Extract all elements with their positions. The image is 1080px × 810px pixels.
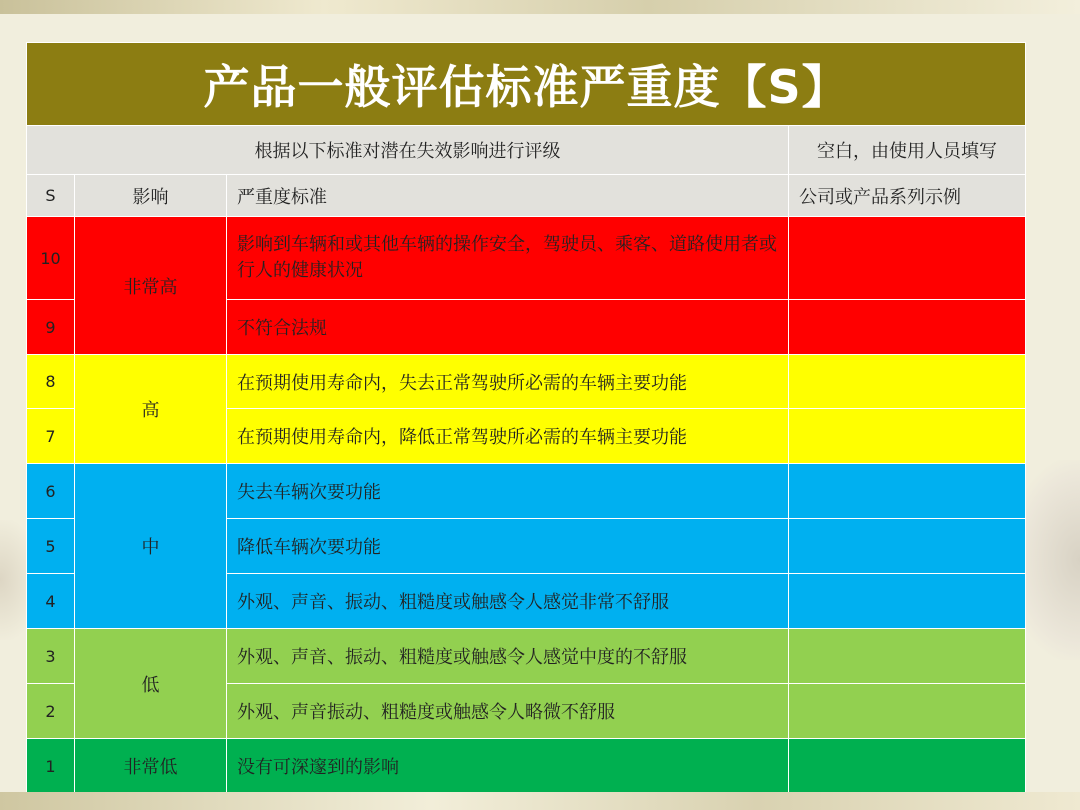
column-header-s: S [27,175,75,217]
example-cell[interactable] [789,409,1026,464]
severity-table [26,42,1026,794]
column-header-effect: 影响 [75,175,227,217]
severity-criteria: 在预期使用寿命内，失去正常驾驶所必需的车辆主要功能 [227,355,789,409]
severity-criteria: 失去车辆次要功能 [227,464,789,519]
severity-criteria: 没有可深邃到的影响 [227,739,789,794]
effect-level-very-low: 非常低 [75,739,227,794]
bottom-decor-band [0,792,1080,810]
severity-criteria: 降低车辆次要功能 [227,519,789,574]
example-cell[interactable] [789,355,1026,409]
example-cell[interactable] [789,739,1026,794]
table-row [27,739,1026,794]
column-header-criteria: 严重度标准 [227,175,789,217]
severity-value: 4 [27,574,75,629]
severity-criteria: 不符合法规 [227,300,789,355]
table-row [27,355,1026,409]
severity-value: 3 [27,629,75,684]
severity-value: 5 [27,519,75,574]
severity-value: 1 [27,739,75,794]
example-cell[interactable] [789,684,1026,739]
severity-criteria: 外观、声音振动、粗糙度或触感令人略微不舒服 [227,684,789,739]
severity-criteria: 影响到车辆和或其他车辆的操作安全，驾驶员、乘客、道路使用者或行人的健康状况 [227,217,789,300]
page-title: 产品一般评估标准严重度【S】 [27,43,1026,126]
example-cell[interactable] [789,574,1026,629]
severity-value: 9 [27,300,75,355]
example-cell[interactable] [789,519,1026,574]
example-cell[interactable] [789,217,1026,300]
header-blank-note: 空白，由使用人员填写 [789,126,1026,175]
effect-level-very-high: 非常高 [75,217,227,355]
severity-criteria: 外观、声音、振动、粗糙度或触感令人感觉中度的不舒服 [227,629,789,684]
effect-level-high: 高 [75,355,227,464]
example-cell[interactable] [789,629,1026,684]
effect-level-low: 低 [75,629,227,739]
severity-value: 6 [27,464,75,519]
table-row [27,217,1026,300]
severity-value: 8 [27,355,75,409]
severity-criteria: 外观、声音、振动、粗糙度或触感令人感觉非常不舒服 [227,574,789,629]
top-decor-band [0,0,1080,14]
table-row [27,629,1026,684]
example-cell[interactable] [789,300,1026,355]
severity-criteria: 在预期使用寿命内，降低正常驾驶所必需的车辆主要功能 [227,409,789,464]
table-row [27,464,1026,519]
example-cell[interactable] [789,464,1026,519]
effect-level-medium: 中 [75,464,227,629]
severity-value: 10 [27,217,75,300]
severity-value: 2 [27,684,75,739]
header-instruction: 根据以下标准对潜在失效影响进行评级 [27,126,789,175]
severity-value: 7 [27,409,75,464]
column-header-example: 公司或产品系列示例 [789,175,1026,217]
